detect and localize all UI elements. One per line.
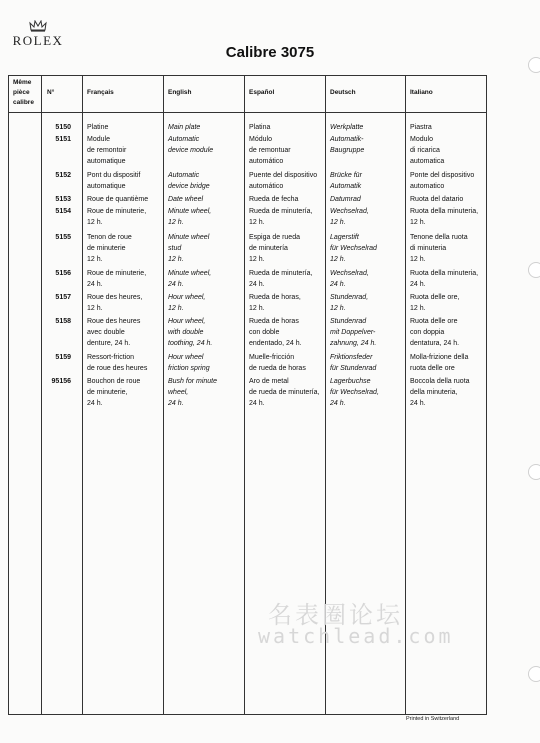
cell-de [330,352,376,374]
cell-de [330,292,368,314]
cell-line: de roue des heures [87,365,148,373]
parts-table [8,75,487,715]
cell-line: friction spring [168,365,210,373]
cell-line: Baugruppe [330,147,365,155]
cell-line: Bush for minute [168,378,218,385]
cell-line: 24 h. [87,281,103,289]
cell-line: 12 h. [410,256,426,264]
cell-en [168,206,211,228]
cell-line: with double [168,329,204,337]
cell-line: automatica [410,158,445,166]
cell-line: Hour wheel, [168,294,206,301]
cell-line: endentado, 24 h. [249,340,302,348]
header-number: N° [47,89,55,96]
cell-es [249,170,317,192]
cell-line: für Wechselrad [330,245,377,253]
cell-en [168,170,210,192]
cell-line: Aro de metal [249,378,289,385]
cell-line: 12 h. [87,256,103,264]
cell-line: Date wheel [168,196,204,203]
cell-line: de minuterie, [87,389,128,397]
cell-line: 24 h. [330,281,346,289]
cell-es [249,206,312,228]
cell-line: device bridge [168,183,210,191]
part-number: 5159 [55,354,71,361]
part-number: 5150 [55,124,71,131]
cell-es [249,292,301,314]
header-german: Deutsch [330,89,356,96]
cell-line: Modulo [410,136,433,143]
cell-line: Roue de minuterie, [87,208,147,215]
cell-line: Boccola della ruota [410,378,470,385]
cell-line: dentatura, 24 h. [410,340,460,348]
cell-line: 12 h. [330,256,346,264]
cell-line: Rueda de horas, [249,294,301,301]
cell-de [330,268,369,290]
cell-line: Minute wheel, [168,208,212,215]
cell-line: automatico [410,183,445,191]
cell-line: automatique [87,158,126,166]
cell-line: Wechselrad, [330,208,369,215]
cell-line: 24 h. [168,400,184,408]
cell-fr [87,122,108,133]
cell-line: Platine [87,124,109,131]
footer-note: Printed in Switzerland [406,716,460,722]
cell-es [249,134,291,168]
cell-it [410,170,474,192]
cell-line: 24 h. [249,400,265,408]
cell-line: Automatic [168,172,200,179]
cell-line: Ressort-friction [87,354,135,361]
part-number: 95156 [51,378,71,385]
cell-fr [87,232,132,266]
cell-en [168,134,213,156]
cell-fr [87,134,126,168]
cell-line: Hour wheel, [168,318,206,325]
cell-line: di ricarica [410,147,440,155]
cell-it [410,292,459,314]
cell-line: Muelle-fricción [249,354,295,361]
cell-en [168,352,210,374]
cell-fr [87,206,146,228]
cell-line: 12 h. [249,256,265,264]
cell-line: Piastra [410,124,432,131]
cell-de [330,376,379,410]
cell-en [168,316,212,350]
part-number: 5151 [55,136,71,143]
cell-line: Main plate [168,124,201,131]
cell-line: 24 h. [168,281,184,289]
crown-icon [29,20,47,32]
cell-en [168,232,209,266]
cell-line: de rueda de minutería, [249,389,320,397]
cell-de [330,232,377,266]
cell-it [410,316,459,350]
cell-line: de minuterie [87,245,126,253]
cell-es [249,194,298,205]
header-english: English [168,89,192,96]
part-number: 5156 [55,270,71,277]
cell-line: stud [168,245,182,253]
cell-line: avec double [87,329,125,337]
cell-es [249,316,302,350]
cell-line: Bouchon de roue [87,378,141,385]
cell-line: Wechselrad, [330,270,369,277]
cell-it [410,134,444,168]
cell-line: Rueda de minutería, [249,208,313,215]
cell-fr [87,292,142,314]
cell-line: di minuteria [410,245,447,253]
cell-it [410,206,478,228]
cell-line: 12 h. [168,219,184,227]
cell-line: Ruota delle ore, [410,294,460,301]
part-number: 5152 [55,172,71,179]
cell-line: Rueda de horas [249,318,299,325]
cell-line: automatique [87,183,126,191]
part-number: 5157 [55,294,71,301]
cell-line: con doble [249,329,280,337]
cell-line: Roue des heures [87,318,141,325]
cell-line: denture, 24 h. [87,340,131,348]
cell-line: Minute wheel [168,234,210,241]
header-spanish: Español [249,89,275,96]
cell-line: ruota delle ore [410,365,455,373]
part-number: 5155 [55,234,71,241]
cell-es [249,268,312,290]
watermark-cn: 名表圈论坛 [268,601,403,629]
cell-line: 24 h. [410,281,426,289]
cell-it [410,352,468,374]
cell-it [410,268,478,290]
cell-fr [87,194,148,205]
cell-de [330,316,376,350]
cell-line: Ruota della minuteria, [410,270,479,277]
watermark-url: watchlead.com [258,624,454,648]
cell-de [330,206,369,228]
cell-de [330,170,362,192]
cell-es [249,232,300,266]
header-italian: Italiano [410,89,433,96]
cell-line: Rueda de minutería, [249,270,313,277]
cell-line: Brücke für [330,172,362,179]
cell-en [168,268,211,290]
cell-line: Rueda de fecha [249,196,299,203]
cell-line: Puente del dispositivo [249,172,318,179]
cell-line: automático [249,158,284,166]
cell-fr [87,352,147,374]
cell-line: 12 h. [330,305,346,313]
cell-line: Ruota del datario [410,196,464,203]
cell-es [249,376,319,410]
part-number: 5154 [55,208,71,215]
cell-line: Lagerbuchse [330,378,371,385]
cell-line: zahnung, 24 h. [330,340,377,348]
cell-it [410,376,470,410]
header-same-piece: Même pièce calibre [13,79,34,106]
cell-es [249,122,270,133]
cell-line: Ruota delle ore [410,318,458,325]
cell-line: Minute wheel, [168,270,212,277]
cell-line: Automatic [168,136,200,143]
cell-fr [87,170,140,192]
cell-line: Ruota della minuteria, [410,208,479,215]
cell-en [168,376,217,410]
cell-line: Stundenrad [330,318,367,325]
cell-line: 12 h. [168,305,184,313]
cell-fr [87,316,140,350]
cell-line: Roue de minuterie, [87,270,147,277]
cell-line: Friktionsfeder [330,354,373,361]
cell-line: 24 h. [87,400,103,408]
page-title: Calibre 3075 [225,44,315,61]
cell-it [410,122,432,133]
cell-en [168,122,200,133]
cell-line: 24 h. [330,400,346,408]
cell-line: Ponte del dispositivo [410,172,475,179]
cell-line: Tenone della ruota [410,234,468,241]
cell-fr [87,376,140,410]
cell-line: della minuteria, [410,389,458,397]
cell-line: 12 h. [410,305,426,313]
cell-line: für Stundenrad [330,365,377,373]
cell-line: 24 h. [410,400,426,408]
cell-line: Automatik [330,183,362,191]
cell-fr [87,268,146,290]
cell-line: mit Doppelver- [330,329,376,337]
cell-line: Molla-frizione della [410,354,469,361]
cell-line: Roue des heures, [87,294,143,301]
cell-line: 12 h. [87,219,103,227]
cell-line: Stundenrad, [330,294,369,301]
cell-line: Lagerstift [330,234,359,241]
cell-line: con doppia [410,329,445,337]
part-number: 5153 [55,196,71,203]
cell-line: Pont du dispositif [87,172,141,179]
cell-en [168,194,203,205]
brand-name: ROLEX [12,33,64,48]
cell-line: de rueda de horas [249,365,306,373]
cell-line: 12 h. [249,219,265,227]
cell-es [249,352,306,374]
cell-de [330,134,364,156]
cell-line: Platina [249,124,271,131]
cell-line: de minutería [249,245,288,253]
header-french: Français [87,89,114,96]
cell-line: 24 h. [249,281,265,289]
cell-line: de remontuar [249,147,291,155]
cell-line: Hour wheel [168,354,204,361]
cell-line: 12 h. [330,219,346,227]
cell-line: Datumrad [330,196,361,203]
cell-line: 12 h. [249,305,265,313]
cell-line: toothing, 24 h. [168,340,213,348]
cell-line: wheel, [168,389,189,397]
part-number: 5158 [55,318,71,325]
cell-it [410,232,468,266]
cell-line: de remontoir [87,147,127,155]
cell-line: Módulo [249,136,272,143]
cell-line: Roue de quantième [87,196,149,203]
cell-line: Tenon de roue [87,234,132,241]
cell-en [168,292,205,314]
cell-line: Espiga de rueda [249,234,300,241]
cell-line: Automatik- [330,136,364,143]
cell-it [410,194,463,205]
cell-line: 12 h. [87,305,103,313]
cell-line: für Wechselrad, [330,389,379,397]
cell-line: Module [87,136,110,143]
cell-line: 12 h. [410,219,426,227]
cell-de [330,122,363,133]
cell-line: automático [249,183,284,191]
cell-line: 12 h. [168,256,184,264]
cell-line: Werkplatte [330,124,364,131]
cell-de [330,194,361,205]
cell-line: device module [168,147,214,155]
